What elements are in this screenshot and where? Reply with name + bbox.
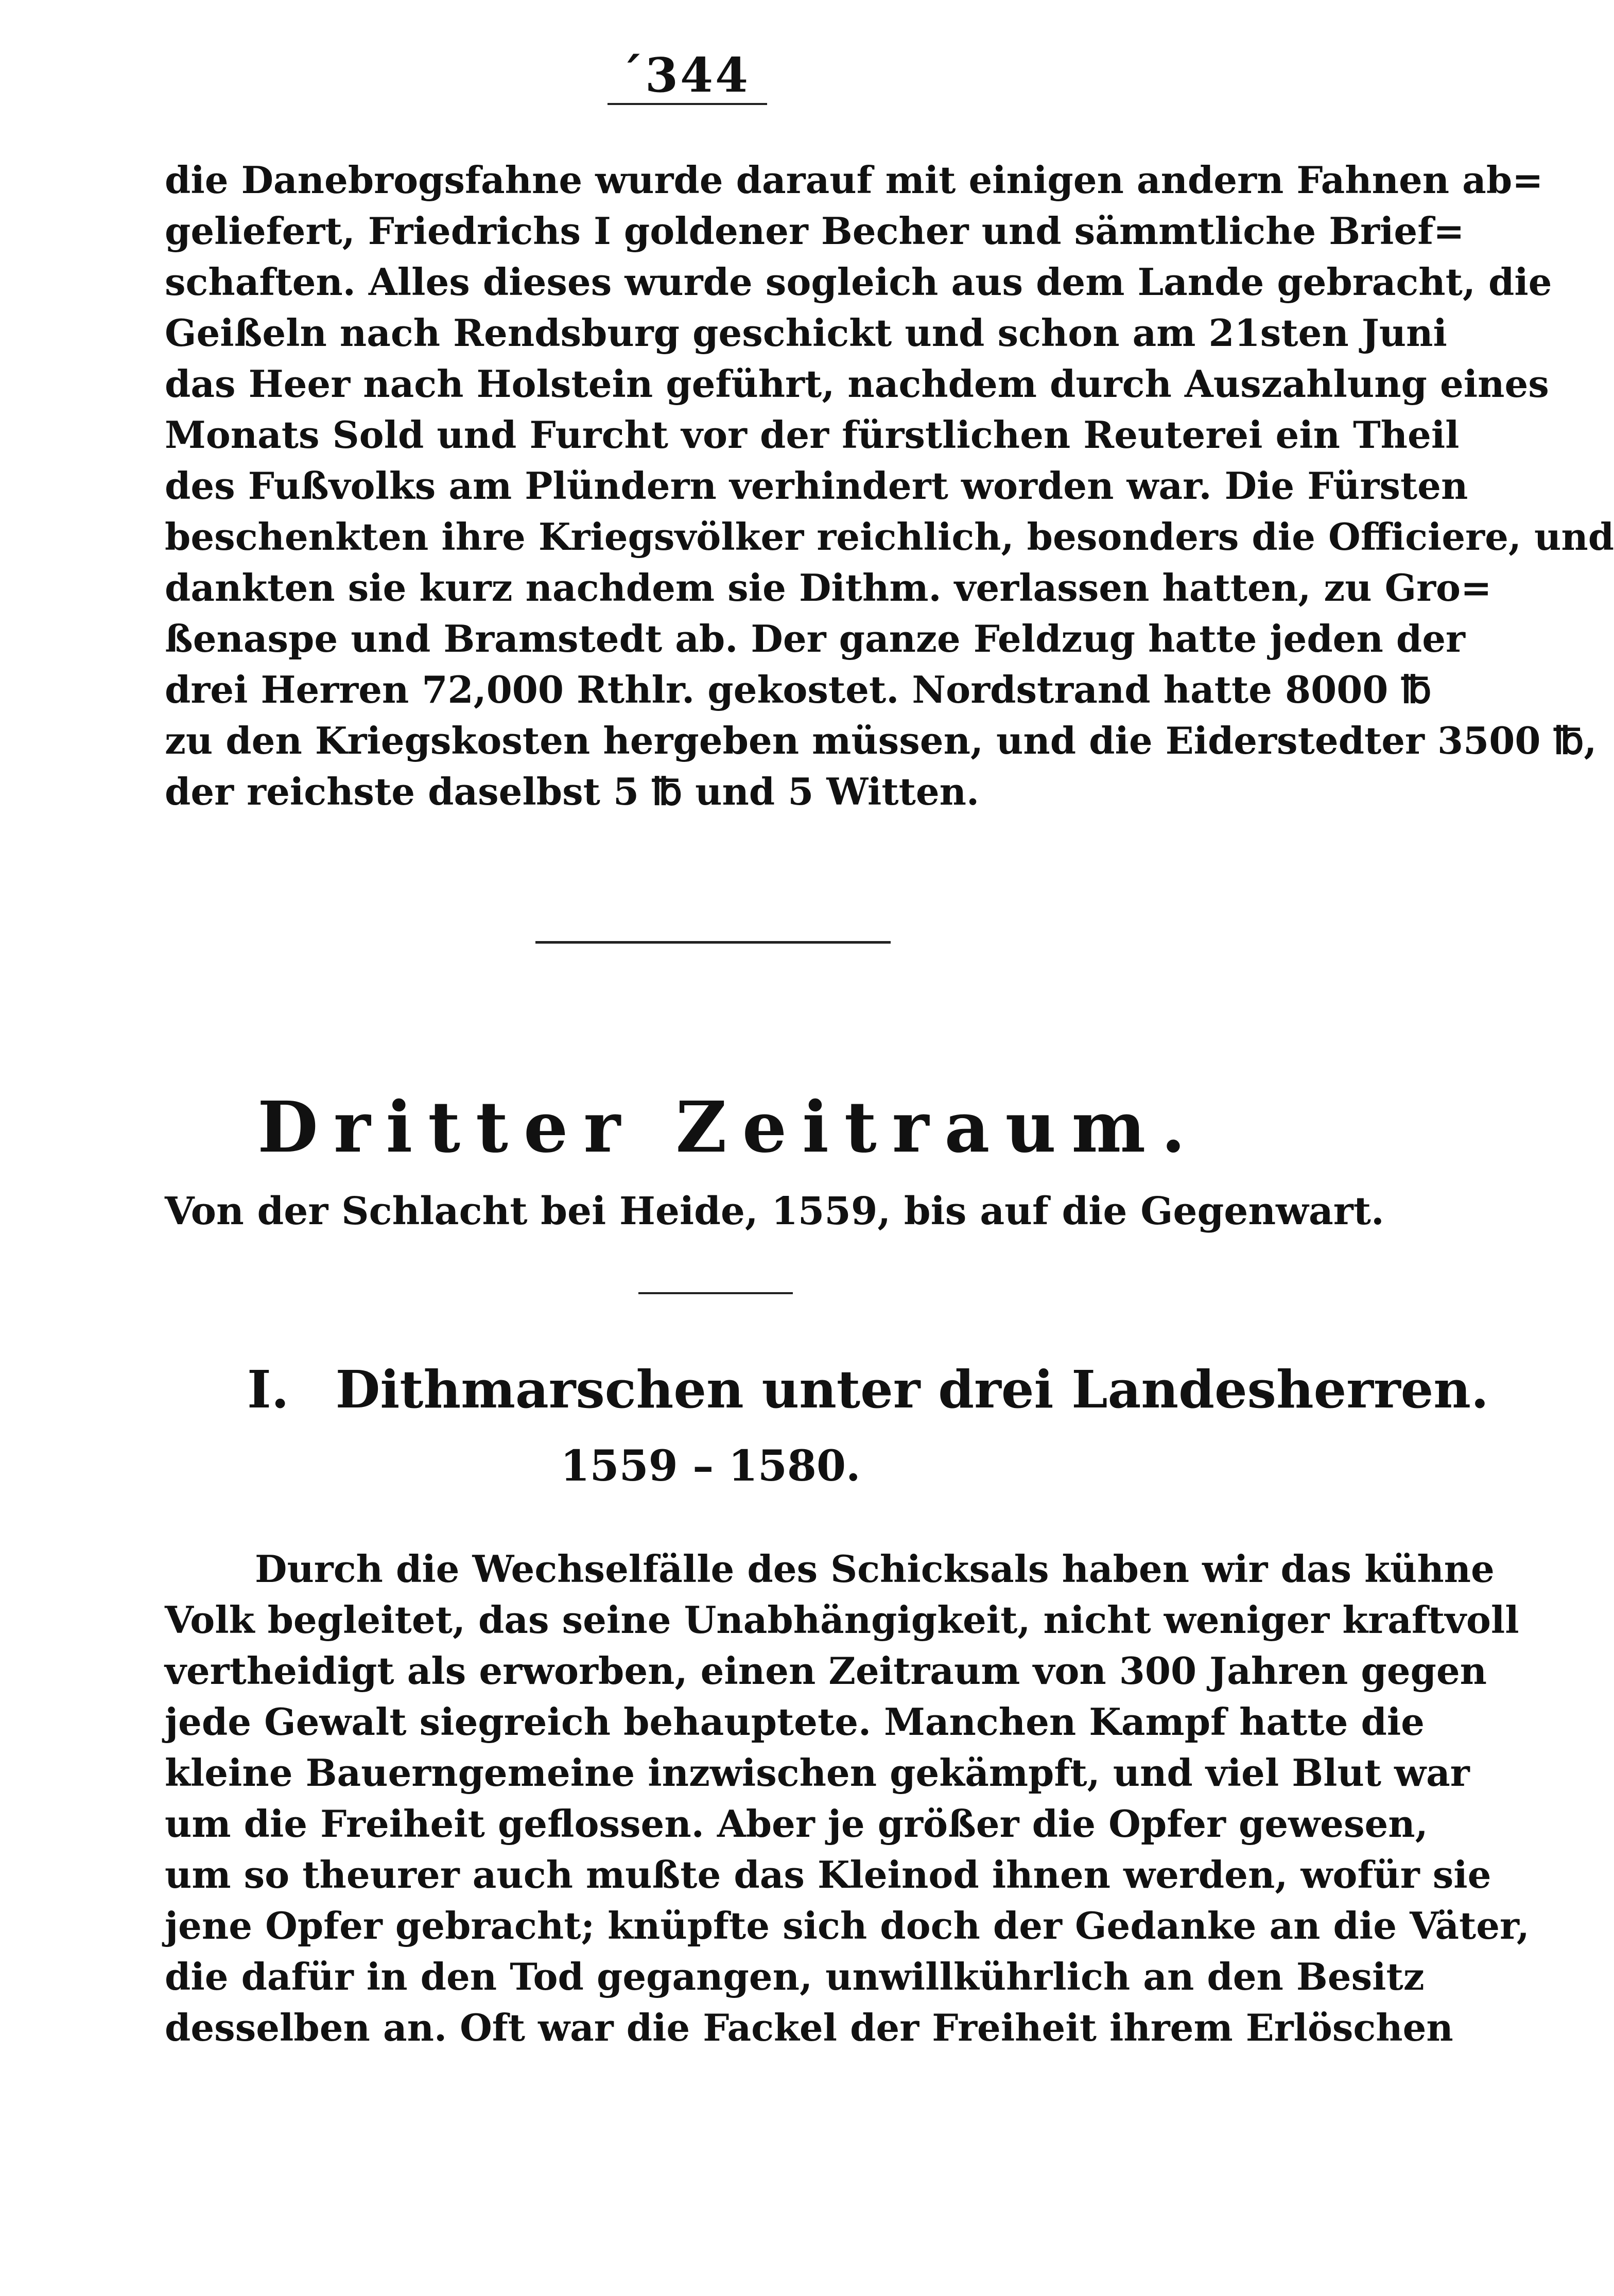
text-line: desselben an. Oft war die Fackel der Freiheit ihrem Erlöschen bbox=[165, 2006, 1453, 2049]
text-line: der reichste daselbst 5 ℔ und 5 Witten. bbox=[165, 770, 980, 813]
section-subtitle: Von der Schlacht bei Heide, 1559, bis auf die Gegenwart. bbox=[165, 1189, 1384, 1233]
text-line: die Danebrogsfahne wurde darauf mit einigen andern Fahnen ab= bbox=[165, 158, 1543, 202]
text-line: beschenkten ihre Kriegsvölker reichlich, besonders die Officiere, und bbox=[165, 515, 1614, 559]
text-line: Monats Sold und Furcht vor der fürstlichen Reuterei ein Theil bbox=[165, 413, 1460, 457]
text-line: ßenaspe und Bramstedt ab. Der ganze Feldzug hatte jeden der bbox=[165, 617, 1465, 660]
text-line: Geißeln nach Rendsburg geschickt und schon am 21sten Juni bbox=[165, 311, 1447, 355]
chapter-divider-rule bbox=[638, 1292, 793, 1294]
paragraph-2 bbox=[165, 1543, 1530, 2053]
text-line: Volk begleitet, das seine Unabhängigkeit, nicht weniger kraftvoll bbox=[165, 1598, 1519, 1642]
text-line: kleine Bauerngemeine inzwischen gekämpft, und viel Blut war bbox=[165, 1751, 1470, 1795]
text-line: geliefert, Friedrichs I goldener Becher und sämmtliche Brief= bbox=[165, 209, 1465, 253]
text-line: zu den Kriegskosten hergeben müssen, und die Eiderstedter 3500 ℔, bbox=[165, 719, 1597, 762]
chapter-title: Dithmarschen unter drei Landesherren. bbox=[335, 1359, 1489, 1420]
text-line: die dafür in den Tod gegangen, unwillkührlich an den Besitz bbox=[165, 1955, 1425, 1998]
header-rule bbox=[608, 103, 767, 105]
text-line: vertheidigt als erworben, einen Zeitraum von 300 Jahren gegen bbox=[165, 1649, 1487, 1693]
text-line: um so theurer auch mußte das Kleinod ihnen werden, wofür sie bbox=[165, 1853, 1491, 1897]
text-line: Durch die Wechselfälle des Schicksals haben wir das kühne bbox=[255, 1547, 1495, 1591]
text-line: jene Opfer gebracht; knüpfte sich doch der Gedanke an die Väter, bbox=[165, 1904, 1530, 1947]
text-line: das Heer nach Holstein geführt, nachdem durch Auszahlung eines bbox=[165, 362, 1549, 406]
text-line: um die Freiheit geflossen. Aber je größer die Opfer gewesen, bbox=[165, 1802, 1428, 1846]
section-title: Dritter Zeitraum. bbox=[257, 1086, 1201, 1169]
chapter-number: I. bbox=[247, 1359, 289, 1420]
text-line: jede Gewalt siegreich behauptete. Manchen Kampf hatte die bbox=[165, 1700, 1425, 1744]
text-line: schaften. Alles dieses wurde sogleich aus dem Lande gebracht, die bbox=[165, 260, 1552, 304]
section-divider-rule bbox=[535, 941, 891, 944]
chapter-heading bbox=[247, 1359, 1489, 1420]
page-number: ´344 bbox=[619, 47, 751, 103]
paragraph-1 bbox=[165, 154, 1614, 817]
text-line: des Fußvolks am Plündern verhindert worden war. Die Fürsten bbox=[165, 464, 1468, 508]
text-line: dankten sie kurz nachdem sie Dithm. verlassen hatten, zu Gro= bbox=[165, 566, 1492, 610]
text-line: drei Herren 72,000 Rthlr. gekostet. Nordstrand hatte 8000 ℔ bbox=[165, 668, 1432, 711]
chapter-years: 1559 – 1580. bbox=[560, 1441, 861, 1491]
